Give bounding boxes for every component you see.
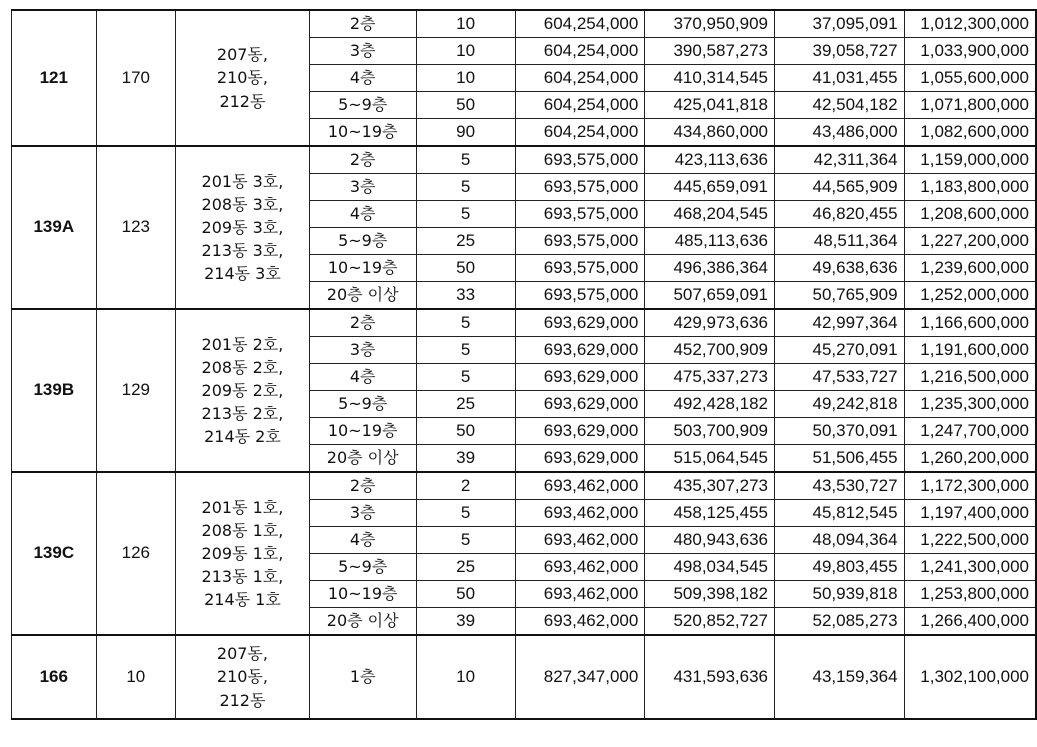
land-price-cell: 693,629,000 (515, 337, 645, 364)
building-list-cell: 207동, 210동, 212동 (176, 635, 310, 719)
units-cell: 5 (416, 337, 515, 364)
vat-cell: 50,765,909 (775, 282, 905, 310)
total-price-cell: 1,216,500,000 (904, 364, 1036, 391)
total-price-cell: 1,253,800,000 (904, 581, 1036, 608)
land-price-cell: 693,575,000 (515, 282, 645, 310)
vat-cell: 42,504,182 (775, 92, 905, 119)
floor-cell: 3층 (309, 38, 416, 65)
building-price-cell: 480,943,636 (645, 527, 775, 554)
vat-cell: 48,511,364 (775, 228, 905, 255)
total-price-cell: 1,227,200,000 (904, 228, 1036, 255)
units-cell: 50 (416, 581, 515, 608)
land-price-cell: 693,629,000 (515, 445, 645, 473)
total-price-cell: 1,247,700,000 (904, 418, 1036, 445)
units-cell: 10 (416, 65, 515, 92)
land-price-cell: 693,462,000 (515, 500, 645, 527)
floor-cell: 5~9층 (309, 391, 416, 418)
household-count-cell: 123 (96, 146, 175, 309)
land-price-cell: 693,462,000 (515, 554, 645, 581)
floor-cell: 10~19층 (309, 581, 416, 608)
land-price-cell: 693,575,000 (515, 174, 645, 201)
units-cell: 39 (416, 445, 515, 473)
land-price-cell: 693,462,000 (515, 472, 645, 500)
total-price-cell: 1,183,800,000 (904, 174, 1036, 201)
table-row (12, 309, 1037, 337)
building-price-cell: 390,587,273 (645, 38, 775, 65)
floor-cell: 4층 (309, 364, 416, 391)
total-price-cell: 1,197,400,000 (904, 500, 1036, 527)
building-list-cell: 201동 2호, 208동 2호, 209동 2호, 213동 2호, 214동 2호 (176, 309, 310, 472)
floor-cell: 20층 이상 (309, 608, 416, 636)
units-cell: 5 (416, 364, 515, 391)
floor-cell: 2층 (309, 309, 416, 337)
units-cell: 5 (416, 527, 515, 554)
units-cell: 10 (416, 10, 515, 38)
building-price-cell: 498,034,545 (645, 554, 775, 581)
vat-cell: 37,095,091 (775, 10, 905, 38)
floor-cell: 3층 (309, 174, 416, 201)
unit-type-cell: 166 (12, 635, 97, 719)
floor-cell: 1층 (309, 635, 416, 719)
vat-cell: 43,159,364 (775, 635, 905, 719)
building-list-cell: 207동, 210동, 212동 (176, 10, 310, 146)
unit-type-cell: 121 (12, 10, 97, 146)
units-cell: 50 (416, 92, 515, 119)
total-price-cell: 1,235,300,000 (904, 391, 1036, 418)
vat-cell: 43,530,727 (775, 472, 905, 500)
land-price-cell: 693,629,000 (515, 309, 645, 337)
unit-type-group (12, 146, 1037, 309)
table-row (12, 472, 1037, 500)
floor-cell: 5~9층 (309, 554, 416, 581)
units-cell: 5 (416, 500, 515, 527)
total-price-cell: 1,172,300,000 (904, 472, 1036, 500)
units-cell: 50 (416, 418, 515, 445)
vat-cell: 50,370,091 (775, 418, 905, 445)
land-price-cell: 693,575,000 (515, 228, 645, 255)
household-count-cell: 126 (96, 472, 175, 635)
units-cell: 2 (416, 472, 515, 500)
land-price-cell: 827,347,000 (515, 635, 645, 719)
building-price-cell: 485,113,636 (645, 228, 775, 255)
vat-cell: 46,820,455 (775, 201, 905, 228)
total-price-cell: 1,239,600,000 (904, 255, 1036, 282)
building-price-cell: 429,973,636 (645, 309, 775, 337)
building-price-cell: 458,125,455 (645, 500, 775, 527)
total-price-cell: 1,012,300,000 (904, 10, 1036, 38)
building-price-cell: 520,852,727 (645, 608, 775, 636)
units-cell: 25 (416, 228, 515, 255)
floor-cell: 5~9층 (309, 228, 416, 255)
land-price-cell: 604,254,000 (515, 38, 645, 65)
building-price-cell: 452,700,909 (645, 337, 775, 364)
total-price-cell: 1,241,300,000 (904, 554, 1036, 581)
vat-cell: 49,638,636 (775, 255, 905, 282)
land-price-cell: 693,575,000 (515, 255, 645, 282)
household-count-cell: 170 (96, 10, 175, 146)
floor-cell: 10~19층 (309, 255, 416, 282)
household-count-cell: 129 (96, 309, 175, 472)
floor-cell: 10~19층 (309, 418, 416, 445)
building-price-cell: 509,398,182 (645, 581, 775, 608)
vat-cell: 51,506,455 (775, 445, 905, 473)
building-price-cell: 515,064,545 (645, 445, 775, 473)
building-price-cell: 425,041,818 (645, 92, 775, 119)
units-cell: 33 (416, 282, 515, 310)
floor-cell: 2층 (309, 472, 416, 500)
total-price-cell: 1,071,800,000 (904, 92, 1036, 119)
floor-cell: 4층 (309, 65, 416, 92)
floor-cell: 5~9층 (309, 92, 416, 119)
units-cell: 10 (416, 635, 515, 719)
building-price-cell: 435,307,273 (645, 472, 775, 500)
total-price-cell: 1,260,200,000 (904, 445, 1036, 473)
unit-type-group (12, 472, 1037, 635)
land-price-cell: 604,254,000 (515, 119, 645, 147)
building-price-cell: 410,314,545 (645, 65, 775, 92)
floor-cell: 20층 이상 (309, 282, 416, 310)
building-price-cell: 431,593,636 (645, 635, 775, 719)
total-price-cell: 1,166,600,000 (904, 309, 1036, 337)
units-cell: 90 (416, 119, 515, 147)
total-price-cell: 1,222,500,000 (904, 527, 1036, 554)
building-list-cell: 201동 3호, 208동 3호, 209동 3호, 213동 3호, 214동 3호 (176, 146, 310, 309)
total-price-cell: 1,302,100,000 (904, 635, 1036, 719)
vat-cell: 39,058,727 (775, 38, 905, 65)
land-price-cell: 604,254,000 (515, 10, 645, 38)
units-cell: 5 (416, 146, 515, 174)
vat-cell: 42,311,364 (775, 146, 905, 174)
units-cell: 5 (416, 201, 515, 228)
land-price-cell: 693,575,000 (515, 201, 645, 228)
land-price-cell: 693,462,000 (515, 608, 645, 636)
unit-type-group (12, 10, 1037, 146)
building-price-cell: 507,659,091 (645, 282, 775, 310)
units-cell: 10 (416, 38, 515, 65)
land-price-cell: 604,254,000 (515, 92, 645, 119)
floor-cell: 2층 (309, 146, 416, 174)
household-count-cell: 10 (96, 635, 175, 719)
units-cell: 50 (416, 255, 515, 282)
vat-cell: 45,812,545 (775, 500, 905, 527)
total-price-cell: 1,252,000,000 (904, 282, 1036, 310)
units-cell: 39 (416, 608, 515, 636)
table-row (12, 146, 1037, 174)
vat-cell: 47,533,727 (775, 364, 905, 391)
units-cell: 25 (416, 391, 515, 418)
vat-cell: 44,565,909 (775, 174, 905, 201)
building-price-cell: 468,204,545 (645, 201, 775, 228)
units-cell: 25 (416, 554, 515, 581)
floor-cell: 4층 (309, 527, 416, 554)
land-price-cell: 693,575,000 (515, 146, 645, 174)
unit-type-cell: 139B (12, 309, 97, 472)
floor-cell: 10~19층 (309, 119, 416, 147)
vat-cell: 42,997,364 (775, 309, 905, 337)
floor-cell: 2층 (309, 10, 416, 38)
building-list-cell: 201동 1호, 208동 1호, 209동 1호, 213동 1호, 214동 1호 (176, 472, 310, 635)
land-price-cell: 693,462,000 (515, 527, 645, 554)
floor-cell: 4층 (309, 201, 416, 228)
vat-cell: 49,803,455 (775, 554, 905, 581)
total-price-cell: 1,266,400,000 (904, 608, 1036, 636)
total-price-cell: 1,208,600,000 (904, 201, 1036, 228)
floor-cell: 3층 (309, 337, 416, 364)
floor-cell: 20층 이상 (309, 445, 416, 473)
unit-type-group (12, 635, 1037, 719)
vat-cell: 50,939,818 (775, 581, 905, 608)
vat-cell: 43,486,000 (775, 119, 905, 147)
total-price-cell: 1,082,600,000 (904, 119, 1036, 147)
land-price-cell: 693,462,000 (515, 581, 645, 608)
building-price-cell: 492,428,182 (645, 391, 775, 418)
table-row (12, 635, 1037, 719)
table-row (12, 10, 1037, 38)
total-price-cell: 1,033,900,000 (904, 38, 1036, 65)
vat-cell: 45,270,091 (775, 337, 905, 364)
land-price-cell: 604,254,000 (515, 65, 645, 92)
building-price-cell: 503,700,909 (645, 418, 775, 445)
building-price-cell: 434,860,000 (645, 119, 775, 147)
units-cell: 5 (416, 174, 515, 201)
building-price-cell: 445,659,091 (645, 174, 775, 201)
unit-type-cell: 139C (12, 472, 97, 635)
building-price-cell: 370,950,909 (645, 10, 775, 38)
units-cell: 5 (416, 309, 515, 337)
total-price-cell: 1,055,600,000 (904, 65, 1036, 92)
building-price-cell: 496,386,364 (645, 255, 775, 282)
vat-cell: 52,085,273 (775, 608, 905, 636)
price-table (11, 9, 1037, 720)
total-price-cell: 1,159,000,000 (904, 146, 1036, 174)
vat-cell: 41,031,455 (775, 65, 905, 92)
vat-cell: 49,242,818 (775, 391, 905, 418)
building-price-cell: 423,113,636 (645, 146, 775, 174)
land-price-cell: 693,629,000 (515, 418, 645, 445)
vat-cell: 48,094,364 (775, 527, 905, 554)
total-price-cell: 1,191,600,000 (904, 337, 1036, 364)
floor-cell: 3층 (309, 500, 416, 527)
unit-type-group (12, 309, 1037, 472)
land-price-cell: 693,629,000 (515, 391, 645, 418)
unit-type-cell: 139A (12, 146, 97, 309)
building-price-cell: 475,337,273 (645, 364, 775, 391)
land-price-cell: 693,629,000 (515, 364, 645, 391)
